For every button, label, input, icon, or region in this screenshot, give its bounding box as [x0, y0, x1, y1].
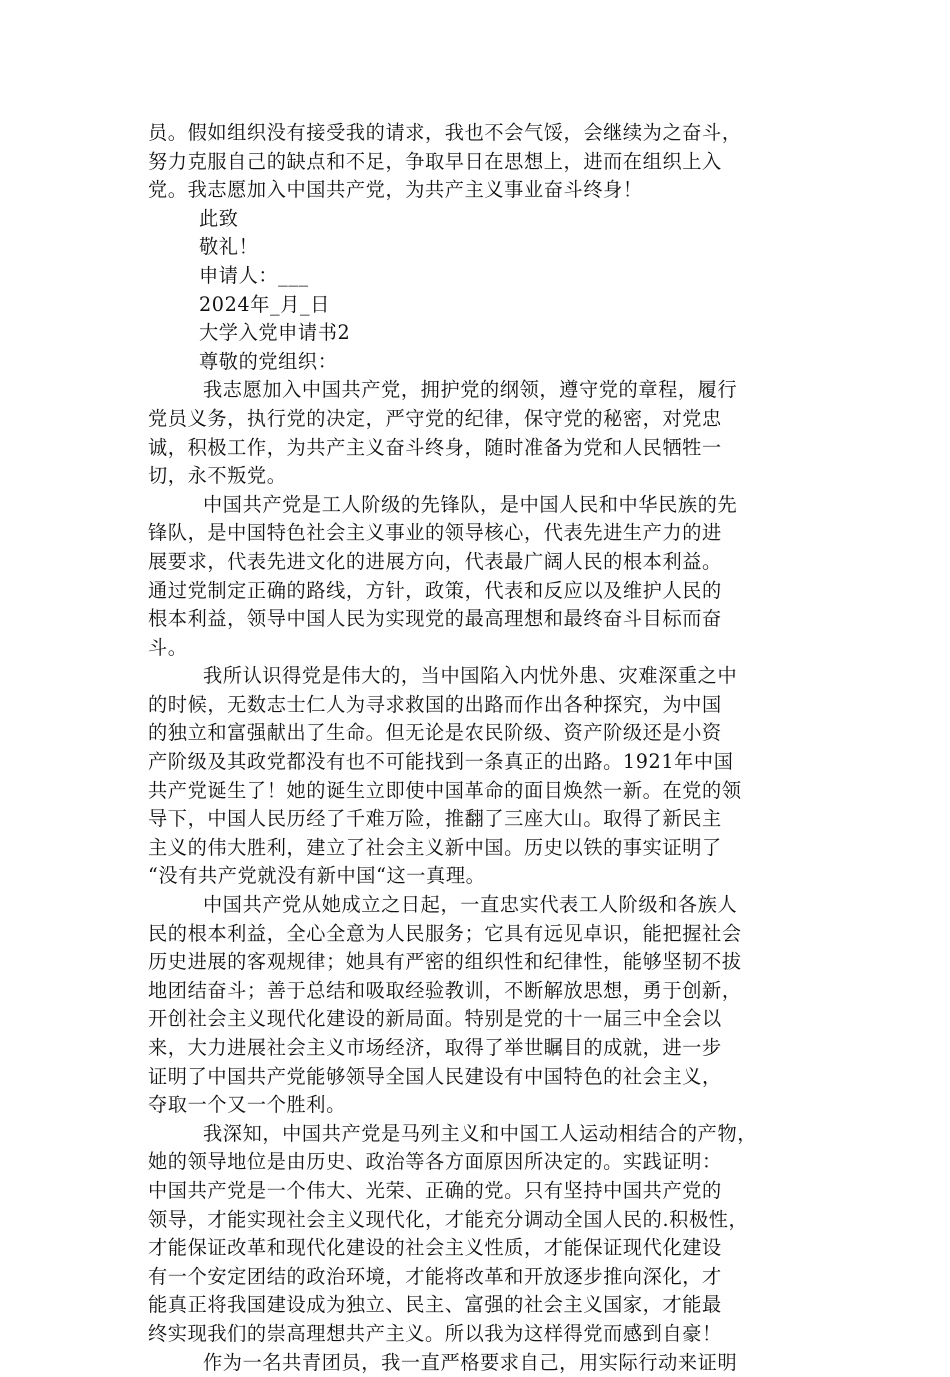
- text-line: 才能保证改革和现代化建设的社会主义性质，才能保证现代化建设: [148, 1236, 722, 1260]
- text-line: 主义的伟大胜利，建立了社会主义新中国。历史以铁的事实证明了: [148, 835, 722, 859]
- text-line: 地团结奋斗；善于总结和吸取经验教训，不断解放思想，勇于创新，: [148, 978, 742, 1002]
- text-line: 共产党诞生了！她的诞生立即使中国革命的面目焕然一新。在党的领: [148, 778, 742, 802]
- text-line: 锋队，是中国特色社会主义事业的领导核心，代表先进生产力的进: [148, 521, 722, 545]
- section-title: 大学入党申请书2: [199, 321, 351, 345]
- text-line: 的独立和富强献出了生命。但无论是农民阶级、资产阶级还是小资: [148, 721, 722, 745]
- text-line: 党员义务，执行党的决定，严守党的纪律，保守党的秘密，对党忠: [148, 406, 722, 430]
- text-line: 导下，中国人民历经了千难万险，推翻了三座大山。取得了新民主: [148, 807, 722, 831]
- paragraph-start: 作为一名共青团员，我一直严格要求自己，用实际行动来证明: [203, 1350, 738, 1374]
- text-line: 努力克服自己的缺点和不足，争取早日在思想上，进而在组织上入: [148, 149, 722, 173]
- text-line: 有一个安定团结的政治环境，才能将改革和开放逐步推向深化，才: [148, 1264, 722, 1288]
- text-line: 根本利益，领导中国人民为实现党的最高理想和最终奋斗目标而奋: [148, 607, 722, 631]
- text-line: 民的根本利益，全心全意为人民服务；它具有远见卓识，能把握社会: [148, 921, 742, 945]
- text-line: 夺取一个又一个胜利。: [148, 1093, 346, 1117]
- text-line: “没有共产党就没有新中国“这一真理。: [148, 864, 486, 888]
- text-line: 斗。: [148, 635, 188, 659]
- text-line: 展要求，代表先进文化的进展方向，代表最广阔人民的根本利益。: [148, 549, 722, 573]
- document-page: [148, 119, 808, 1377]
- text-line: 能真正将我国建设成为独立、民主、富强的社会主义国家，才能最: [148, 1293, 722, 1317]
- text-line: 开创社会主义现代化建设的新局面。特别是党的十一届三中全会以: [148, 1007, 722, 1031]
- text-line: 员。假如组织没有接受我的请求，我也不会气馁，会继续为之奋斗，: [148, 121, 742, 144]
- text-line: 诚，积极工作，为共产主义奋斗终身，随时准备为党和人民牺牲一: [148, 435, 722, 459]
- text-line: 来，大力进展社会主义市场经济，取得了举世瞩目的成就，进一步: [148, 1036, 722, 1059]
- paragraph-start: 中国共产党从她成立之日起，一直忠实代表工人阶级和各族人: [203, 893, 738, 917]
- text-line: 她的领导地位是由历史、政治等各方面原因所决定的。实践证明：: [148, 1150, 722, 1174]
- closing-salutation: 此致: [199, 206, 239, 230]
- text-line: 的时候，无数志士仁人为寻求救国的出路而作出各种探究，为中国: [148, 692, 722, 716]
- text-line: 证明了中国共产党能够领导全国人民建设有中国特色的社会主义，: [148, 1064, 722, 1088]
- letter-greeting: 尊敬的党组织：: [199, 349, 338, 373]
- text-line: 党。我志愿加入中国共产党，为共产主义事业奋斗终身！: [148, 178, 643, 202]
- application-date: 2024年_月_日: [199, 292, 330, 316]
- text-line: 中国共产党是一个伟大、光荣、正确的党。只有坚持中国共产党的: [148, 1178, 722, 1202]
- text-line: 切，永不叛党。: [148, 464, 287, 488]
- text-line: 历史进展的客观规律；她具有严密的组织性和纪律性，能够坚韧不拔: [148, 950, 742, 974]
- text-line: 终实现我们的崇高理想共产主义。所以我为这样得党而感到自豪！: [148, 1321, 722, 1345]
- applicant-signature: 申请人：___: [199, 263, 309, 287]
- paragraph-start: 中国共产党是工人阶级的先锋队，是中国人民和中华民族的先: [203, 492, 738, 516]
- text-line: 领导，才能实现社会主义现代化，才能充分调动全国人民的.积极性，: [148, 1207, 749, 1231]
- text-line: 产阶级及其政党都没有也不可能找到一条真正的出路。1921年中国: [148, 750, 734, 774]
- text-line: 通过党制定正确的路线，方针，政策，代表和反应以及维护人民的: [148, 578, 722, 602]
- paragraph-start: 我深知，中国共产党是马列主义和中国工人运动相结合的产物，: [203, 1121, 758, 1145]
- paragraph-start: 我所认识得党是伟大的，当中国陷入内忧外患、灾难深重之中: [203, 664, 738, 688]
- closing-regards: 敬礼！: [199, 235, 259, 259]
- paragraph-start: 我志愿加入中国共产党，拥护党的纲领，遵守党的章程，履行: [203, 378, 738, 402]
